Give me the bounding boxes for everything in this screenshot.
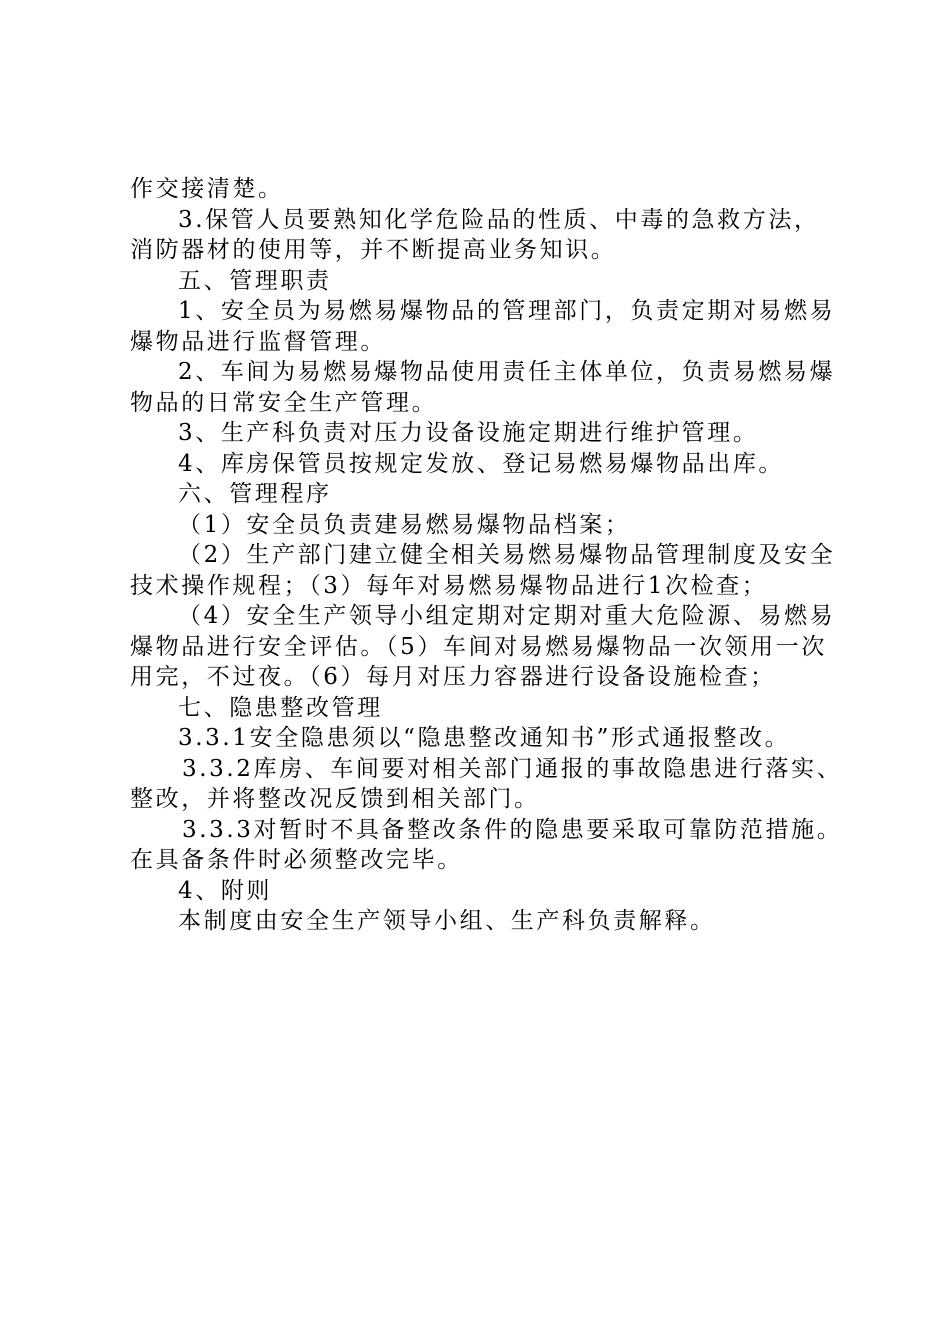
paragraph-line: 3、生产科负责对压力设备设施定期进行维护管理。 <box>178 420 759 446</box>
section-heading: 4、附则 <box>178 877 273 904</box>
paragraph-line: 整改，并将整改况反馈到相关部门。 <box>130 786 540 812</box>
document-body <box>130 174 843 937</box>
paragraph-line: （4）安全生产领导小组定期对定期对重大危险源、易燃易 <box>178 603 836 629</box>
paragraph-line: 在具备条件时必须整改完毕。 <box>130 847 463 873</box>
paragraph-line: 技术操作规程；（3）每年对易燃易爆物品进行1次检查； <box>130 572 768 599</box>
paragraph-line: （2）生产部门建立健全相关易燃易爆物品管理制度及安全 <box>178 542 836 568</box>
paragraph-line: 3.3.3对暂时不具备整改条件的隐患要采取可靠防范措施。 <box>182 816 843 843</box>
paragraph-line: 物品的日常安全生产管理。 <box>130 389 438 416</box>
paragraph-line: 2、车间为易燃易爆物品使用责任主体单位，负责易燃易爆 <box>178 359 836 385</box>
paragraph-line: 本制度由安全生产领导小组、生产科负责解释。 <box>178 908 716 934</box>
paragraph-line: 3.3.1安全隐患须以“隐患整改通知书”形式通报整改。 <box>178 725 791 751</box>
paragraph-line: （1）安全员负责建易燃易爆物品档案； <box>178 511 631 538</box>
paragraph-line: 爆物品进行安全评估。（5）车间对易燃易爆物品一次领用一次 <box>130 633 827 660</box>
section-heading: 七、隐患整改管理 <box>178 694 383 721</box>
paragraph-line: 爆物品进行监督管理。 <box>130 328 386 355</box>
paragraph-line: 3.3.2库房、车间要对相关部门通报的事故隐患进行落实、 <box>182 755 843 782</box>
section-heading: 六、管理程序 <box>178 481 332 507</box>
paragraph-line: 3.保管人员要熟知化学危险品的性质、中毒的急救方法， <box>178 206 820 233</box>
paragraph-line: 4、库房保管员按规定发放、登记易燃易爆物品出库。 <box>178 450 785 477</box>
paragraph-line: 用完，不过夜。（6）每月对压力容器进行设备设施检查； <box>130 664 776 690</box>
paragraph-line: 作交接清楚。 <box>130 176 284 202</box>
paragraph-line: 消防器材的使用等，并不断提高业务知识。 <box>130 237 617 263</box>
paragraph-line: 1、安全员为易燃易爆物品的管理部门，负责定期对易燃易 <box>178 298 836 324</box>
section-heading: 五、管理职责 <box>178 267 332 294</box>
